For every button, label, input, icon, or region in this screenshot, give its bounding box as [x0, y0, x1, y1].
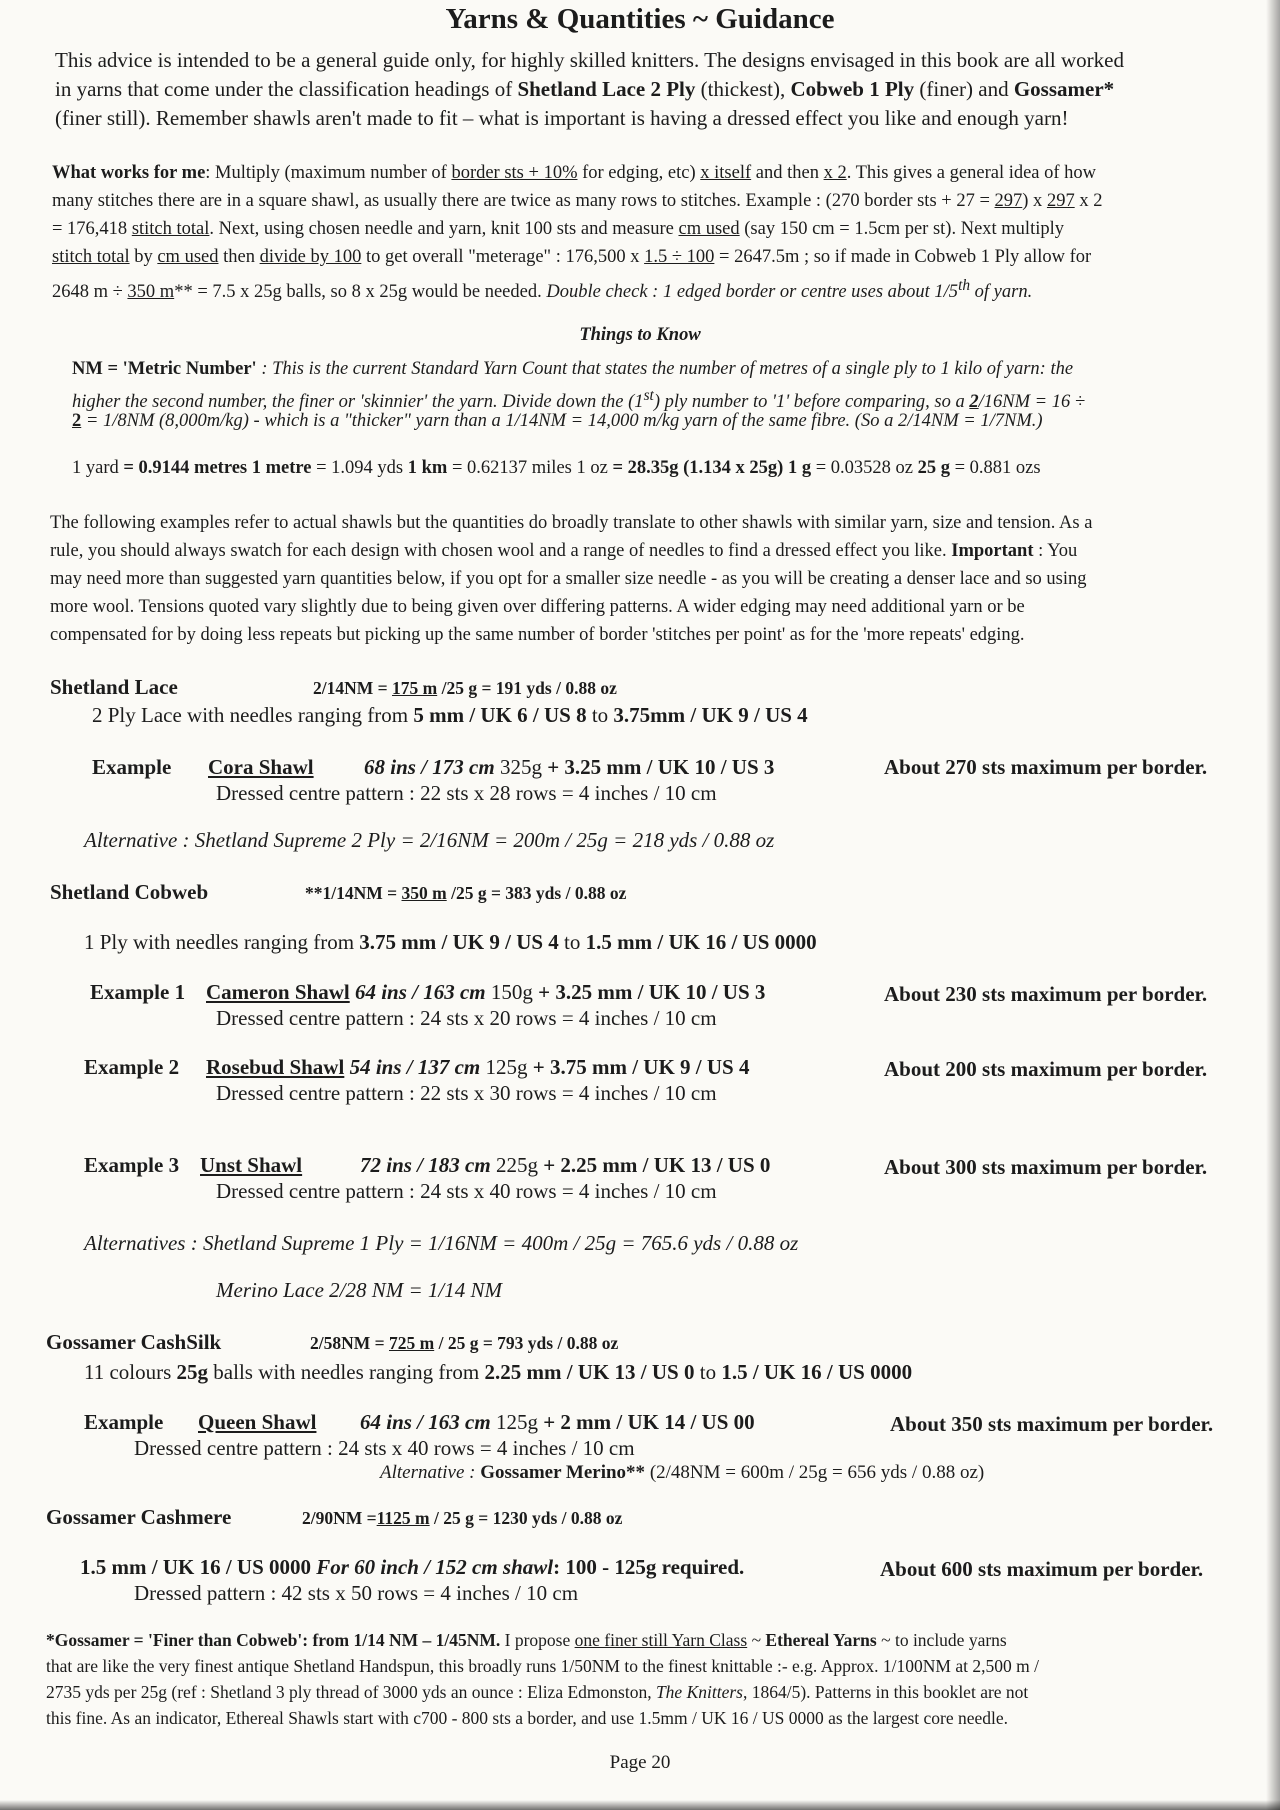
examples-intro-1: The following examples refer to actual shawls but the quantities do broadly translate to other shawls with similar yarn, size and tension. As a — [50, 513, 1093, 533]
lace-example: Example — [92, 755, 172, 779]
footnote-line-1: *Gossamer = 'Finer than Cobweb': from 1/14 NM – 1/45NM. I propose one finer still Yarn Class ~ Ethereal Yarns ~ to include yarns — [46, 1630, 1007, 1650]
cashmere-heading: Gossamer Cashmere — [46, 1505, 232, 1529]
works-line-3: = 176,418 stitch total. Next, using chosen needle and yarn, knit 100 sts and measure cm used (say 150 cm = 1.5cm per st). Next multiply — [52, 219, 1064, 239]
cameron-shawl-name: Cameron Shawl — [206, 980, 350, 1004]
conversion-line: 1 yard = 0.9144 metres 1 metre = 1.094 yds 1 km = 0.62137 miles 1 oz = 28.35g (1.134 x 25g) 1 g = 0.03528 oz 25 g = 0.881 ozs — [72, 458, 1041, 478]
cashmere-note: About 600 sts maximum per border. — [880, 1557, 1204, 1581]
cashsilk-example-label: Example — [84, 1410, 164, 1434]
cashmere-pattern: Dressed pattern : 42 sts x 50 rows = 4 inches / 10 cm — [134, 1581, 579, 1605]
cobweb-needles: 1 Ply with needles ranging from 3.75 mm / UK 9 / US 4 to 1.5 mm / UK 16 / US 0000 — [84, 930, 817, 954]
cobweb-heading: Shetland Cobweb — [50, 880, 209, 904]
lace-class: Shetland Lace 2 Ply — [517, 77, 696, 101]
cashsilk-spec: 2/58NM = 725 m / 25 g = 793 yds / 0.88 oz — [310, 1333, 619, 1353]
lace-alternative: Alternative : Shetland Supreme 2 Ply = 2/16NM = 200m / 25g = 218 yds / 0.88 oz — [84, 828, 775, 852]
footnote-line-3: 2735 yds per 25g (ref : Shetland 3 ply thread of 3000 yds an ounce : Eliza Edmonston, The Knitters, 1864/5). Patterns in this booklet are not — [46, 1682, 1029, 1702]
cashsilk-heading: Gossamer CashSilk — [46, 1330, 222, 1354]
footnote-line-2: that are like the very finest antique Shetland Handspun, this broadly runs 1/50NM to the finest knittable :- e.g. Approx. 1/100NM at 2,500 m / — [46, 1656, 1039, 1676]
cobweb-alternative-1: Alternatives : Shetland Supreme 1 Ply = 1/16NM = 400m / 25g = 765.6 yds / 0.88 oz — [84, 1231, 799, 1255]
lace-spec: 2/14NM = 175 m /25 g = 191 yds / 0.88 oz — [313, 678, 617, 698]
cobweb-example-3-note: About 300 sts maximum per border. — [884, 1155, 1208, 1179]
page-bottom-shadow — [0, 1800, 1280, 1810]
cobweb-example-2-label: Example 2 — [84, 1055, 180, 1079]
works-line-4: stitch total by cm used then divide by 100 to get overall "meterage" : 176,500 x 1.5 ÷ 100 = 2647.5m ; so if made in Cobweb 1 Ply allow for — [52, 247, 1092, 267]
works-line-2: many stitches there are in a square shawl, as usually there are twice as many rows to stitches. Example : (270 border sts + 27 = 297) x 297 x 2 — [52, 191, 1103, 211]
cobweb-example-2-pattern: Dressed centre pattern : 22 sts x 30 rows = 4 inches / 10 cm — [216, 1081, 717, 1105]
cashsilk-example-pattern: Dressed centre pattern : 24 sts x 40 rows = 4 inches / 10 cm — [134, 1436, 635, 1460]
lace-heading: Shetland Lace — [50, 675, 178, 699]
examples-intro-3: may need more than suggested yarn quantities below, if you opt for a smaller size needle - as you will be creating a denser lace and so using — [50, 569, 1087, 589]
cashsilk-example — [198, 1410, 316, 1435]
page-edge-shadow — [1266, 0, 1280, 1810]
cashsilk-needles: 11 colours 25g balls with needles ranging from 2.25 mm / UK 13 / US 0 to 1.5 / UK 16 / US 0000 — [84, 1360, 913, 1384]
footnote-line-4: this fine. As an indicator, Ethereal Shawls start with c700 - 800 sts a border, and use 1.5mm / UK 16 / US 0000 as the largest core needle. — [46, 1708, 1009, 1728]
cobweb-class: Cobweb 1 Ply — [790, 77, 915, 101]
queen-shawl-name: Queen Shawl — [198, 1410, 317, 1434]
works-label: What works for me — [52, 163, 206, 183]
cobweb-example-1: Cameron Shawl 64 ins / 163 cm 150g + 3.25 mm / UK 10 / US 3 — [206, 980, 766, 1004]
cobweb-example-1-pattern: Dressed centre pattern : 24 sts x 20 rows = 4 inches / 10 cm — [216, 1006, 717, 1030]
intro-line-3: (finer still). Remember shawls aren't made to fit – what is important is having a dressed effect you like and enough yarn! — [55, 106, 1069, 130]
page-title: Yarns & Quantities ~ Guidance — [445, 3, 835, 35]
cobweb-example-2: Rosebud Shawl 54 ins / 137 cm 125g + 3.75 mm / UK 9 / US 4 — [206, 1055, 750, 1079]
cashmere-needle-line: 1.5 mm / UK 16 / US 0000 For 60 inch / 152 cm shawl: 100 - 125g required. — [80, 1555, 745, 1579]
cobweb-example-3-pattern: Dressed centre pattern : 24 sts x 40 rows = 4 inches / 10 cm — [216, 1179, 717, 1203]
cobweb-example-1-note: About 230 sts maximum per border. — [884, 982, 1208, 1006]
rosebud-shawl-name: Rosebud Shawl — [206, 1055, 345, 1079]
unst-shawl-name: Unst Shawl — [200, 1153, 303, 1177]
lace-example-detail — [208, 755, 314, 780]
lace-example-pattern: Dressed centre pattern : 22 sts x 28 rows = 4 inches / 10 cm — [216, 781, 717, 805]
cobweb-example-3 — [200, 1153, 302, 1178]
examples-intro-4: more wool. Tensions quoted vary slightly due to being given over differing patterns. A wider edging may need additional yarn or be — [50, 597, 1025, 617]
cashsilk-example-spec: 64 ins / 163 cm 125g + 2 mm / UK 14 / US 00 — [360, 1410, 755, 1434]
page-number: Page 20 — [609, 1752, 671, 1773]
cobweb-example-3-label: Example 3 — [84, 1153, 180, 1177]
cobweb-alternative-2: Merino Lace 2/28 NM = 1/14 NM — [216, 1278, 502, 1302]
gossamer-class: Gossamer* — [1013, 77, 1115, 101]
cashsilk-example-note: About 350 sts maximum per border. — [890, 1412, 1214, 1436]
cashsilk-alternative: Alternative : Gossamer Merino** (2/48NM = 600m / 25g = 656 yds / 0.88 oz) — [380, 1462, 985, 1483]
cobweb-spec: **1/14NM = 350 m /25 g = 383 yds / 0.88 oz — [305, 883, 627, 903]
works-line-5: 2648 m ÷ 350 m** = 7.5 x 25g balls, so 8 x 25g would be needed. Double check : 1 edged border or centre uses about 1/5th of yarn. — [52, 277, 1033, 303]
cashmere-spec: 2/90NM =1125 m / 25 g = 1230 yds / 0.88 oz — [302, 1508, 623, 1528]
nm-line-2: higher the second number, the finer or 'skinnier' the yarn. Divide down the (1st) ply number to '1' before comparing, so a 2/16NM = 16 ÷ — [72, 387, 1086, 413]
things-heading: Things to Know — [579, 325, 701, 345]
intro-line-2: in yarns that come under the classification headings of Shetland Lace 2 Ply (thickest), Cobweb 1 Ply (finer) and Gossamer* — [55, 77, 1115, 101]
cobweb-example-2-note: About 200 sts maximum per border. — [884, 1057, 1208, 1081]
lace-example-spec: 68 ins / 173 cm 325g + 3.25 mm / UK 10 / US 3 — [364, 755, 775, 779]
intro-line-1: This advice is intended to be a general guide only, for highly skilled knitters. The designs envisaged in this book are all worked — [55, 48, 1125, 72]
cobweb-example-1-label: Example 1 — [90, 980, 186, 1004]
lace-needles: 2 Ply Lace with needles ranging from 5 mm / UK 6 / US 8 to 3.75mm / UK 9 / US 4 — [92, 703, 808, 727]
cora-shawl-name: Cora Shawl — [208, 755, 314, 779]
nm-label: NM = 'Metric Number' — [72, 359, 257, 379]
nm-line-3: 2 = 1/8NM (8,000m/kg) - which is a "thicker" yarn than a 1/14NM = 14,000 m/kg yarn of the same fibre. (So a 2/14NM = 1/7NM.) — [72, 411, 1043, 431]
examples-intro-2: rule, you should always swatch for each design with chosen wool and a range of needles to find a dressed effect you like. Important : You — [50, 541, 1078, 561]
works-line-1: What works for me: Multiply (maximum number of border sts + 10% for edging, etc) x itself and then x 2. This gives a general idea of how — [52, 163, 1097, 183]
cobweb-example-3-spec: 72 ins / 183 cm 225g + 2.25 mm / UK 13 / US 0 — [360, 1153, 771, 1177]
examples-intro-5: compensated for by doing less repeats but picking up the same number of border 'stitches per point' as for the 'more repeats' edging. — [50, 625, 1025, 645]
nm-line-1: NM = 'Metric Number' : This is the current Standard Yarn Count that states the number of metres of a single ply to 1 kilo of yarn: the — [72, 359, 1074, 379]
lace-example-note: About 270 sts maximum per border. — [884, 755, 1208, 779]
